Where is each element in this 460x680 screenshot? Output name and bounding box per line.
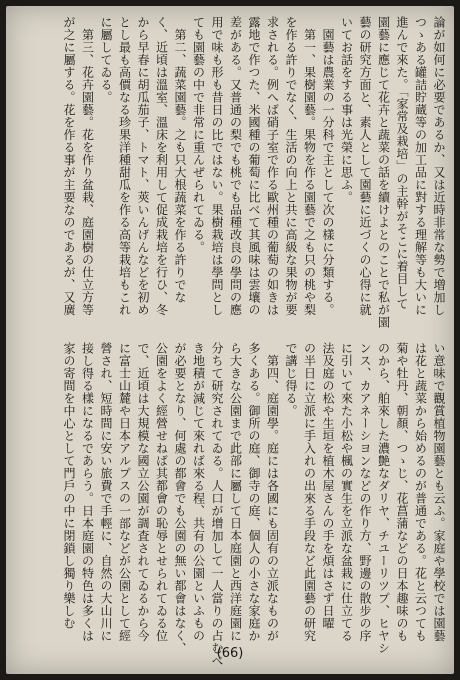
text-line: ンス、カアネーシヨンなどの作り方、野邊の散步の序 bbox=[358, 342, 372, 642]
text-line: 進んで來た。「家常及栽培」の主幹がそこに着目して bbox=[395, 16, 409, 310]
text-line: ても園藝の中で非常に重んぜられてゐる。 bbox=[191, 16, 206, 254]
text-line: 差がある。又普通の梨でも桃でも品種改良の學問の應 bbox=[228, 16, 243, 316]
text-line: で講じ得る。 bbox=[284, 342, 298, 417]
text-line: が必要となり、何處の都會でも公園の無い都會はなく、 bbox=[173, 342, 187, 655]
text-line: 接し得る樣になるであらう。日本庭園の特色は多くは bbox=[80, 342, 95, 642]
text-line: 露地で作つた、米國種の葡萄に比べて其風味は雲壤の bbox=[247, 16, 261, 316]
text-line: に引いて來た小松や楓の實生を立派な盆栽に仕立てる bbox=[339, 342, 354, 642]
text-line: は花と蔬菜から始めるのが普通である。花と云つても bbox=[413, 342, 428, 642]
text-line: 園藝は農業の一分科で主として次の樣に分類する。 bbox=[321, 16, 335, 316]
text-line: 第四、庭園學。庭には各國にも固有の立派なものが bbox=[265, 342, 280, 642]
text-line: き地積が減じて來れば來る程、共有の公園といふもの bbox=[191, 342, 206, 642]
text-line: いてお話をする事は光榮に思ふ。 bbox=[339, 16, 354, 204]
text-line: に富士山麓や日本アルプスの一部などが公園として經 bbox=[117, 342, 132, 642]
text-line: 家の寄間を中心として門戶の中に閉鎖し獨り樂しむ bbox=[62, 342, 76, 630]
text-line: を作る許りでなく、生活の向上と共に高級な果物が要 bbox=[284, 16, 298, 316]
text-line: 法及庭の松や生垣を植木屋さんの手を煩はさず日曜 bbox=[321, 342, 335, 630]
text-line: ら大きな公園まで此部に屬して日本庭園と西洋庭園に bbox=[228, 342, 243, 642]
text-line: つゝある罐詰貯蔵等の加工品に對する理解等も大いに bbox=[413, 16, 428, 316]
text-line: の半日に立派に手入れの出來る手段など此園藝の研究 bbox=[302, 342, 317, 642]
text-line: 藝の研究方面と、素人として園藝に近づくの心得に就 bbox=[358, 16, 372, 316]
text-block-upper bbox=[60, 16, 449, 329]
text-line: に屬してゐる。 bbox=[99, 16, 113, 104]
text-line: 論が如何に必要であるか、又は近時非常な勢で増加し bbox=[432, 16, 446, 316]
book-page bbox=[6, 6, 454, 674]
text-line: とし最も高價なる珍果洋種甜瓜を作る高等栽培もこれ bbox=[117, 16, 132, 316]
text-line: 公園をよく經營せねば其都會の恥辱とせられてゐる位 bbox=[154, 342, 169, 642]
text-line: 第一、果樹園藝。果物を作る園藝で之も只の桃や梨 bbox=[302, 16, 317, 316]
text-line: 求される。例へば硝子室で作る歐州種の葡萄の如きは bbox=[265, 16, 280, 316]
page-number: (66) bbox=[216, 646, 244, 661]
text-line: から早春に胡瓜茄子、トマト、莢いんげんなどを初め bbox=[136, 16, 150, 316]
text-line: 第三、花卉園藝。花を作り盆栽、庭園樹の仕立方等 bbox=[80, 16, 95, 316]
text-line: 菊や牡丹、朝顏、つゝじ、花菖蒲などの日本趣味のも bbox=[395, 342, 409, 642]
text-line: が之に屬する。花を作る事が主要なのであるが、又廣 bbox=[62, 16, 76, 316]
text-line: 用で味も形も昔日の比ではない。果樹栽培は學問とし bbox=[210, 16, 224, 316]
text-line: で、近頃は大規模な國立公園が調査されてゐるから今 bbox=[136, 342, 150, 642]
text-line: 第二、蔬菜園藝。之も只大根蔬菜を作る許りでな bbox=[173, 16, 187, 304]
text-line: く、近頃は溫室、溫床を利用して促成栽培を行ひ、冬 bbox=[154, 16, 169, 316]
text-line: 多くある。御所の庭、御寺の庭、個人の小さな家庭か bbox=[247, 342, 261, 642]
text-line: 分ちて研究されてゐる。人口が增加して一人當りの占むべ bbox=[210, 342, 224, 667]
text-line: 營され、短時間に安い旅費で手輕に、自然の大山川に bbox=[99, 342, 113, 642]
text-line: 園藝に應じて花卉と蔬菜の話を續けよとのことで私が園 bbox=[376, 16, 391, 329]
text-line: のから、舶來した濃艶なダリヤ、チユーリツプ、ヒヤシ bbox=[376, 342, 391, 655]
text-line: い意味で觀賞植物園藝とも云ふ。家庭や學校では園藝 bbox=[432, 342, 446, 642]
